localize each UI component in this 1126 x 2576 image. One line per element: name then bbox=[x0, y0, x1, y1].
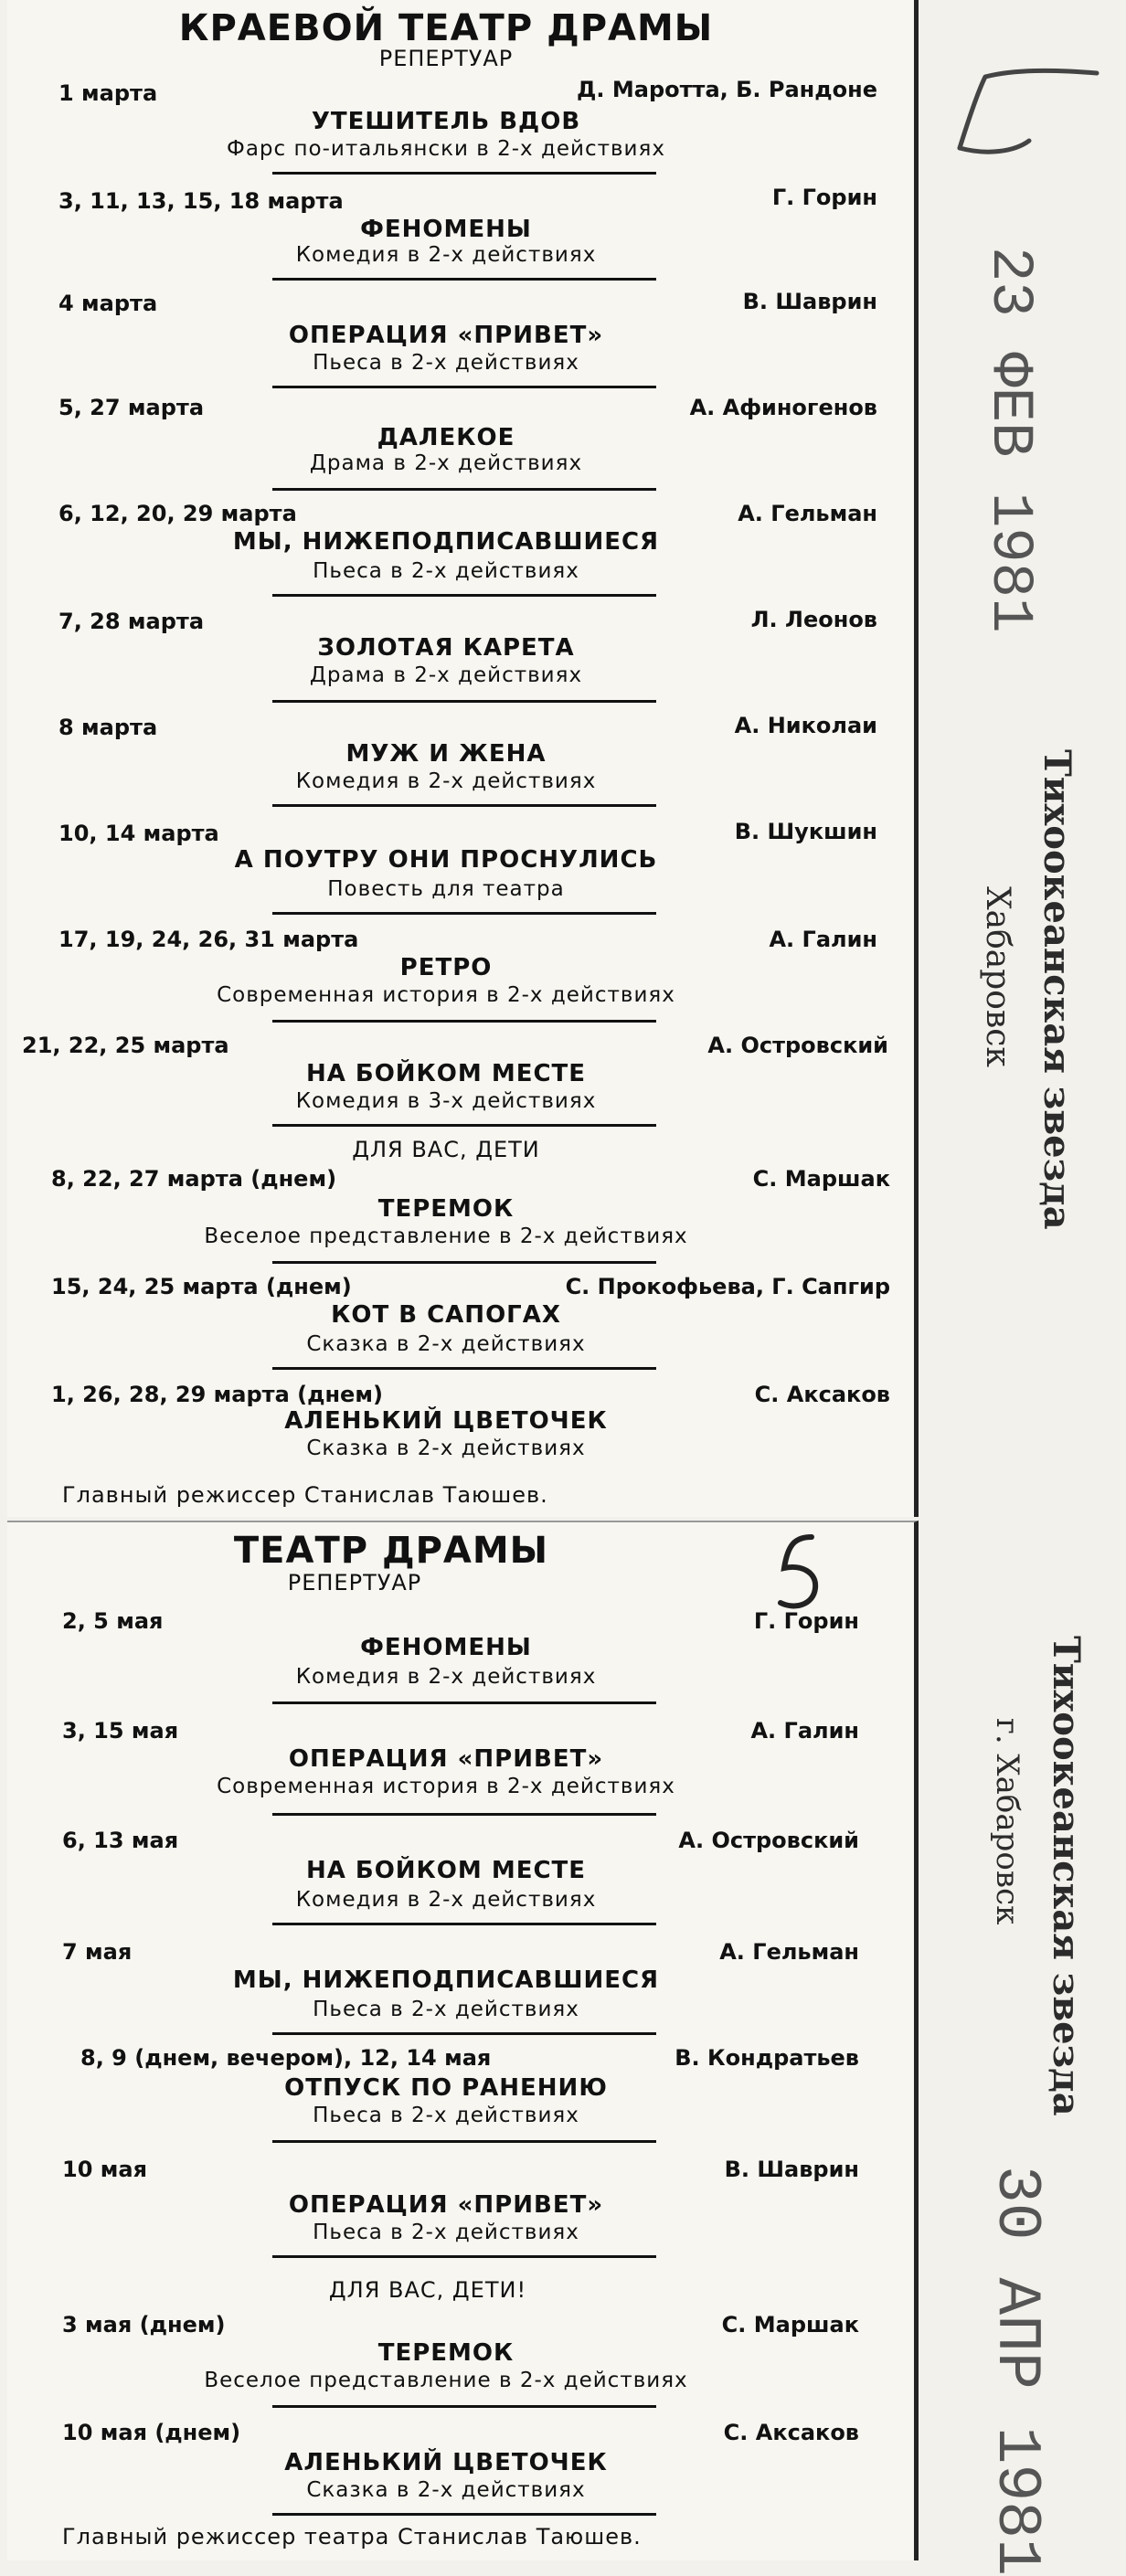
clipping-1 bbox=[7, 0, 919, 1517]
entry-title: МЫ, НИЖЕПОДПИСАВШИЕСЯ bbox=[232, 1966, 660, 1994]
entry-dates: 1 марта bbox=[58, 80, 158, 106]
entry-dates: 2, 5 мая bbox=[62, 1608, 164, 1634]
clipping-2-subheading: РЕПЕРТУАР bbox=[287, 1570, 422, 1595]
entry-dates: 8, 22, 27 марта (днем) bbox=[51, 1166, 337, 1192]
footer-director: Главный режиссер Станислав Таюшев. bbox=[62, 1482, 548, 1508]
entry-author: Д. Маротта, Б. Рандоне bbox=[577, 77, 877, 102]
entry-genre: Сказка в 2-х действиях bbox=[306, 1332, 586, 1356]
entry-author: А. Островский bbox=[707, 1033, 888, 1058]
entry-title: МЫ, НИЖЕПОДПИСАВШИЕСЯ bbox=[232, 528, 660, 556]
clipping-1-subheading: РЕПЕРТУАР bbox=[378, 46, 514, 71]
entry-genre: Сказка в 2-х действиях bbox=[306, 2478, 586, 2502]
date-stamp: 23 ФЕВ 1981 bbox=[976, 247, 1042, 633]
date-stamp: 30 АПР 1981 bbox=[981, 2166, 1051, 2576]
entry-genre: Сказка в 2-х действиях bbox=[306, 1436, 586, 1460]
entry-author: Г. Горин bbox=[771, 185, 877, 210]
entry-author: В. Кондратьев bbox=[675, 2045, 859, 2071]
entry-genre: Фарс по-итальянски в 2-х действиях bbox=[227, 137, 665, 161]
entry-genre: Пьеса в 2-х действиях bbox=[313, 1998, 579, 2021]
handwritten-number bbox=[951, 64, 1106, 168]
divider bbox=[272, 488, 656, 491]
handwritten-mark bbox=[951, 64, 1106, 164]
divider bbox=[272, 804, 656, 807]
entry-author: А. Николаи bbox=[734, 713, 877, 738]
entry-author: В. Шаврин bbox=[724, 2157, 859, 2182]
divider bbox=[272, 912, 656, 915]
divider bbox=[272, 278, 656, 281]
entry-author: В. Шукшин bbox=[734, 819, 877, 844]
footer-director: Главный режиссер театра Станислав Таюшев. bbox=[62, 2524, 642, 2549]
entry-author: С. Маршак bbox=[752, 1166, 890, 1192]
entry-author: А. Афиногенов bbox=[689, 395, 877, 420]
entry-genre: Комедия в 2-х действиях bbox=[295, 1665, 597, 1689]
entry-title: ОПЕРАЦИЯ «ПРИВЕТ» bbox=[288, 1745, 604, 1773]
divider bbox=[272, 1813, 656, 1816]
kids-heading: ДЛЯ ВАС, ДЕТИ bbox=[352, 1137, 540, 1162]
entry-author: Г. Горин bbox=[753, 1608, 859, 1634]
entry-dates: 10, 14 марта bbox=[58, 821, 219, 846]
entry-author: А. Гельман bbox=[738, 501, 877, 526]
divider bbox=[272, 1124, 656, 1127]
entry-title: НА БОЙКОМ МЕСТЕ bbox=[305, 1857, 587, 1884]
handwritten-number bbox=[768, 1532, 832, 1617]
entry-dates: 3 мая (днем) bbox=[62, 2312, 226, 2337]
entry-title: ДАЛЕКОЕ bbox=[377, 424, 515, 451]
entry-title: УТЕШИТЕЛЬ ВДОВ bbox=[311, 108, 581, 135]
newspaper-city: г. Хабаровск bbox=[989, 1718, 1025, 1925]
entry-genre: Современная история в 2-х действиях bbox=[217, 1775, 675, 1798]
clipping-2 bbox=[7, 1521, 919, 2560]
entry-dates: 17, 19, 24, 26, 31 марта bbox=[58, 927, 359, 952]
divider bbox=[272, 1020, 656, 1023]
entry-dates: 10 мая (днем) bbox=[62, 2420, 241, 2445]
entry-title: НА БОЙКОМ МЕСТЕ bbox=[305, 1060, 587, 1087]
kids-heading: ДЛЯ ВАС, ДЕТИ! bbox=[328, 2277, 527, 2303]
entry-author: А. Галин bbox=[769, 927, 877, 952]
entry-title: РЕТРО bbox=[399, 954, 493, 981]
entry-genre: Комедия в 2-х действиях bbox=[295, 769, 597, 793]
divider bbox=[272, 2255, 656, 2258]
entry-title: ОПЕРАЦИЯ «ПРИВЕТ» bbox=[288, 322, 604, 349]
newspaper-city: Хабаровск bbox=[979, 886, 1016, 1067]
divider bbox=[272, 594, 656, 597]
entry-author: Л. Леонов bbox=[750, 607, 877, 632]
clipping-2-heading: ТЕАТР ДРАМЫ bbox=[233, 1530, 549, 1572]
entry-genre: Комедия в 2-х действиях bbox=[295, 1888, 597, 1912]
entry-genre: Веселое представление в 2-х действиях bbox=[204, 1224, 688, 1248]
entry-genre: Комедия в 3-х действиях bbox=[295, 1089, 597, 1113]
divider bbox=[272, 1367, 656, 1370]
entry-dates: 1, 26, 28, 29 марта (днем) bbox=[51, 1382, 383, 1407]
divider bbox=[272, 1261, 656, 1264]
entry-author: С. Аксаков bbox=[723, 2420, 859, 2445]
entry-title: ТЕРЕМОК bbox=[377, 1195, 515, 1223]
entry-author: С. Маршак bbox=[721, 2312, 859, 2337]
entry-title: ОПЕРАЦИЯ «ПРИВЕТ» bbox=[288, 2191, 604, 2219]
entry-dates: 8, 9 (днем, вечером), 12, 14 мая bbox=[80, 2045, 492, 2071]
divider bbox=[272, 700, 656, 703]
entry-genre: Современная история в 2-х действиях bbox=[217, 983, 675, 1007]
entry-title: АЛЕНЬКИЙ ЦВЕТОЧЕК bbox=[284, 1407, 608, 1435]
clipping-1-heading: КРАЕВОЙ ТЕАТР ДРАМЫ bbox=[178, 7, 714, 49]
entry-genre: Пьеса в 2-х действиях bbox=[313, 351, 579, 375]
entry-title: ЗОЛОТАЯ КАРЕТА bbox=[317, 634, 575, 662]
entry-genre: Пьеса в 2-х действиях bbox=[313, 559, 579, 583]
entry-author: В. Шаврин bbox=[742, 289, 877, 314]
entry-genre: Пьеса в 2-х действиях bbox=[313, 2221, 579, 2244]
divider bbox=[272, 2513, 656, 2516]
entry-author: С. Аксаков bbox=[754, 1382, 890, 1407]
entry-title: ОТПУСК ПО РАНЕНИЮ bbox=[284, 2074, 608, 2102]
handwritten-mark bbox=[768, 1532, 832, 1614]
entry-genre: Комедия в 2-х действиях bbox=[295, 243, 597, 267]
entry-genre: Драма в 2-х действиях bbox=[309, 451, 583, 475]
entry-dates: 4 марта bbox=[58, 291, 158, 316]
entry-author: А. Галин bbox=[750, 1718, 859, 1744]
divider bbox=[272, 386, 656, 388]
entry-genre: Повесть для театра bbox=[327, 877, 565, 901]
entry-dates: 7 мая bbox=[62, 1939, 133, 1965]
entry-author: С. Прокофьева, Г. Сапгир bbox=[565, 1274, 890, 1299]
newspaper-name: Тихоокеанская звезда bbox=[1045, 1636, 1088, 2116]
entry-dates: 8 марта bbox=[58, 715, 158, 740]
entry-genre: Веселое представление в 2-х действиях bbox=[204, 2369, 688, 2392]
newspaper-name: Тихоокеанская звезда bbox=[1036, 749, 1078, 1230]
entry-title: А ПОУТРУ ОНИ ПРОСНУЛИСЬ bbox=[234, 846, 658, 874]
entry-title: ФЕНОМЕНЫ bbox=[360, 1634, 532, 1661]
entry-dates: 3, 15 мая bbox=[62, 1718, 179, 1744]
entry-dates: 5, 27 марта bbox=[58, 395, 205, 420]
entry-title: ФЕНОМЕНЫ bbox=[360, 216, 532, 243]
divider bbox=[272, 2140, 656, 2143]
divider bbox=[272, 172, 656, 175]
entry-author: А. Островский bbox=[678, 1828, 859, 1853]
divider bbox=[272, 1701, 656, 1704]
divider bbox=[272, 1923, 656, 1925]
entry-title: КОТ В САПОГАХ bbox=[331, 1301, 561, 1329]
entry-dates: 7, 28 марта bbox=[58, 609, 205, 634]
entry-title: ТЕРЕМОК bbox=[377, 2339, 515, 2367]
entry-dates: 15, 24, 25 марта (днем) bbox=[51, 1274, 352, 1299]
entry-dates: 3, 11, 13, 15, 18 марта bbox=[58, 188, 344, 214]
entry-genre: Пьеса в 2-х действиях bbox=[313, 2104, 579, 2127]
entry-dates: 10 мая bbox=[62, 2157, 147, 2182]
entry-title: АЛЕНЬКИЙ ЦВЕТОЧЕК bbox=[284, 2449, 608, 2476]
entry-title: МУЖ И ЖЕНА bbox=[345, 740, 547, 768]
divider bbox=[272, 2032, 656, 2035]
entry-dates: 6, 13 мая bbox=[62, 1828, 179, 1853]
entry-genre: Драма в 2-х действиях bbox=[309, 663, 583, 687]
entry-dates: 21, 22, 25 марта bbox=[22, 1033, 229, 1058]
entry-author: А. Гельман bbox=[719, 1939, 859, 1965]
entry-dates: 6, 12, 20, 29 марта bbox=[58, 501, 297, 526]
divider bbox=[272, 2405, 656, 2408]
